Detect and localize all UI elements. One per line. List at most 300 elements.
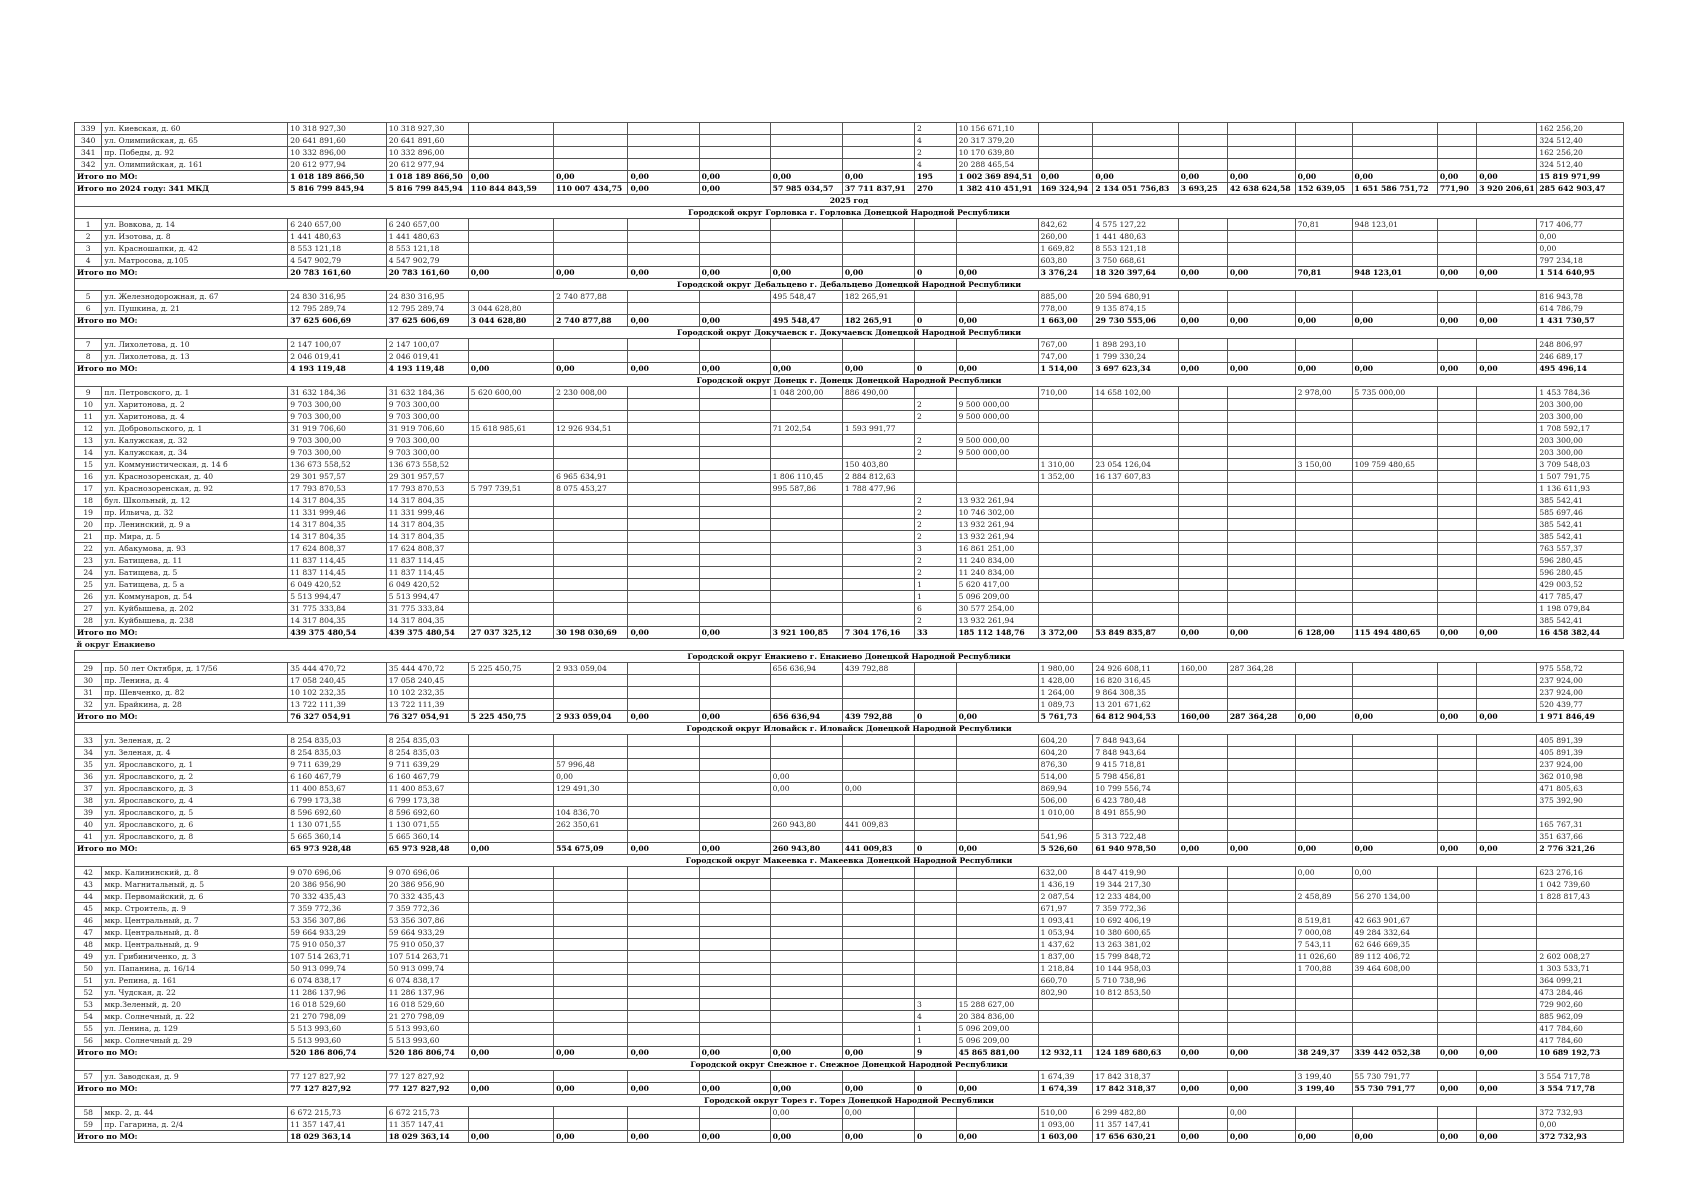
address-cell: ул. Брайкина, д. 28 [102,699,288,711]
value-cell: 1 130 071,55 [386,819,468,831]
value-cell [1227,759,1295,771]
value-cell: 10 318 927,30 [386,123,468,135]
table-row [75,879,1624,891]
value-cell: 842,62 [1038,219,1093,231]
value-cell: 17 624 808,37 [386,543,468,555]
table-row [75,495,1624,507]
address-cell: ул. Коммунистическая, д. 14 б [102,459,288,471]
total-value: 0,00 [1227,363,1295,375]
value-cell [1295,447,1352,459]
value-cell [1227,423,1295,435]
value-cell [842,123,914,135]
value-cell [1295,351,1352,363]
value-cell [554,519,628,531]
value-cell [1537,939,1624,951]
total-value: 3 372,00 [1038,627,1093,639]
value-cell [1178,903,1227,915]
value-cell: 53 356 307,86 [288,915,386,927]
value-cell: 975 558,72 [1537,663,1624,675]
value-cell: 11 357 147,41 [1093,1119,1178,1131]
value-cell [1352,135,1437,147]
value-cell: 6 299 482,80 [1093,1107,1178,1119]
value-cell [770,879,842,891]
section-header-row [75,279,1624,291]
value-cell: 541,96 [1038,831,1093,843]
total-value: 18 320 397,64 [1093,267,1178,279]
value-cell [1178,591,1227,603]
value-cell [1477,519,1537,531]
value-cell [1227,831,1295,843]
address-cell: ул. Киевская, д. 60 [102,123,288,135]
value-cell: 16 861 251,00 [956,543,1038,555]
value-cell [1093,555,1178,567]
value-cell: 56 270 134,00 [1352,891,1437,903]
value-cell: 70 332 435,43 [386,891,468,903]
value-cell [956,807,1038,819]
value-cell [468,963,553,975]
value-cell [1038,1023,1093,1035]
total-value: 12 932,11 [1038,1047,1093,1059]
value-cell [1352,975,1437,987]
total-value: 0,00 [770,1083,842,1095]
value-cell [1477,291,1537,303]
value-cell [628,531,699,543]
value-cell: 603,80 [1038,255,1093,267]
value-cell [1437,411,1476,423]
value-cell [699,663,770,675]
value-cell: 324 512,40 [1537,135,1624,147]
value-cell [1178,567,1227,579]
address-cell: пл. Петровского, д. 1 [102,387,288,399]
value-cell [956,663,1038,675]
value-cell [554,603,628,615]
row-number: 53 [75,999,102,1011]
value-cell [1437,159,1476,171]
value-cell [956,1119,1038,1131]
total-value: 0,00 [1295,711,1352,723]
value-cell [770,255,842,267]
value-cell [1227,1071,1295,1083]
value-cell [1295,687,1352,699]
value-cell [628,387,699,399]
value-cell [842,807,914,819]
total-label: Итого по МО: [75,1131,288,1143]
value-cell [1227,495,1295,507]
row-number: 49 [75,951,102,963]
value-cell [1437,915,1476,927]
value-cell [1093,531,1178,543]
value-cell [468,411,553,423]
address-cell: бул. Школьный, д. 12 [102,495,288,507]
value-cell [770,951,842,963]
value-cell [554,1023,628,1035]
row-number: 25 [75,579,102,591]
value-cell [554,495,628,507]
value-cell: 8 491 855,90 [1093,807,1178,819]
row-number: 341 [75,147,102,159]
value-cell [554,543,628,555]
value-cell [468,675,553,687]
address-cell: ул. Зеленая, д. 4 [102,747,288,759]
row-number: 14 [75,447,102,459]
value-cell [770,615,842,627]
value-cell: 3 [915,543,957,555]
value-cell [1227,867,1295,879]
value-cell: 7 543,11 [1295,939,1352,951]
value-cell [554,1107,628,1119]
value-cell [1178,831,1227,843]
value-cell [1477,231,1537,243]
value-cell [1477,459,1537,471]
value-cell: 439 792,88 [842,663,914,675]
value-cell [699,387,770,399]
value-cell [628,495,699,507]
value-cell: 2 [915,567,957,579]
value-cell [468,759,553,771]
value-cell [1178,579,1227,591]
total-value: 160,00 [1178,711,1227,723]
table-row [75,903,1624,915]
value-cell [1437,699,1476,711]
value-cell [1093,435,1178,447]
value-cell [1437,567,1476,579]
value-cell: 14 317 804,35 [288,615,386,627]
value-cell [1352,243,1437,255]
value-cell: 1 437,62 [1038,939,1093,951]
value-cell: 262 350,61 [554,819,628,831]
value-cell [554,339,628,351]
value-cell: 8 075 453,27 [554,483,628,495]
value-cell [770,531,842,543]
value-cell [1477,471,1537,483]
value-cell [770,795,842,807]
value-cell: 3 [915,999,957,1011]
value-cell [554,567,628,579]
value-cell [628,555,699,567]
total-value: 0,00 [1477,627,1537,639]
value-cell [1178,255,1227,267]
total-value: 0,00 [1477,1131,1537,1143]
value-cell [1352,567,1437,579]
value-cell [1437,747,1476,759]
value-cell [1227,1023,1295,1035]
total-value: 1 514 640,95 [1537,267,1624,279]
value-cell: 5 225 450,75 [468,663,553,675]
value-cell [699,915,770,927]
total-value: 0,00 [1437,1083,1476,1095]
value-cell: 710,00 [1038,387,1093,399]
value-cell [628,795,699,807]
value-cell: 35 444 470,72 [288,663,386,675]
total-row [75,183,1624,195]
value-cell [468,915,553,927]
value-cell: 9 864 308,35 [1093,687,1178,699]
value-cell [468,999,553,1011]
value-cell [1093,1035,1178,1047]
value-cell: 20 612 977,94 [288,159,386,171]
value-cell: 9 703 300,00 [288,399,386,411]
value-cell [842,1023,914,1035]
value-cell [699,699,770,711]
value-cell [468,351,553,363]
value-cell [468,819,553,831]
value-cell: 107 514 263,71 [288,951,386,963]
value-cell [1295,471,1352,483]
table-row [75,591,1624,603]
value-cell: 7 359 772,36 [386,903,468,915]
value-cell [1093,399,1178,411]
table-row [75,999,1624,1011]
value-cell [1295,783,1352,795]
value-cell [554,351,628,363]
total-value: 270 [915,183,957,195]
value-cell: 182 265,91 [842,291,914,303]
row-number: 24 [75,567,102,579]
value-cell: 14 317 804,35 [386,531,468,543]
value-cell [770,219,842,231]
value-cell [842,303,914,315]
value-cell: 2 740 877,88 [554,291,628,303]
value-cell [1093,999,1178,1011]
value-cell: 39 464 608,00 [1352,963,1437,975]
value-cell [1227,447,1295,459]
value-cell: 8 254 835,03 [288,747,386,759]
value-cell: 15 618 985,61 [468,423,553,435]
value-cell [915,735,957,747]
value-cell: 747,00 [1038,351,1093,363]
value-cell [956,771,1038,783]
value-cell [1352,255,1437,267]
total-value: 0,00 [1227,267,1295,279]
value-cell: 8 519,81 [1295,915,1352,927]
value-cell: 5 620 600,00 [468,387,553,399]
value-cell [699,435,770,447]
value-cell [699,1023,770,1035]
value-cell: 24 830 316,95 [386,291,468,303]
total-value: 0,00 [1352,711,1437,723]
value-cell [1178,699,1227,711]
table-row [75,219,1624,231]
total-value: 948 123,01 [1352,267,1437,279]
value-cell: 1 898 293,10 [1093,339,1178,351]
value-cell: 8 553 121,18 [288,243,386,255]
total-value: 0,00 [1227,1047,1295,1059]
value-cell [1227,699,1295,711]
value-cell [1093,567,1178,579]
value-cell [699,831,770,843]
value-cell: 5 513 994,47 [288,591,386,603]
table-row [75,471,1624,483]
value-cell [915,987,957,999]
value-cell [1178,759,1227,771]
total-value: 1 603,00 [1038,1131,1093,1143]
value-cell: 364 099,21 [1537,975,1624,987]
value-cell [628,831,699,843]
total-value: 10 689 192,73 [1537,1047,1624,1059]
value-cell [770,567,842,579]
value-cell: 12 795 289,74 [386,303,468,315]
value-cell: 623 276,16 [1537,867,1624,879]
value-cell: 14 317 804,35 [386,495,468,507]
value-cell [915,927,957,939]
value-cell [1437,891,1476,903]
value-cell [1227,951,1295,963]
total-value: 1 018 189 866,50 [386,171,468,183]
value-cell: 150 403,80 [842,459,914,471]
value-cell [554,675,628,687]
value-cell [956,675,1038,687]
value-cell [1477,411,1537,423]
total-value: 0,00 [1477,1083,1537,1095]
total-value: 0,00 [628,843,699,855]
value-cell: 9 703 300,00 [288,447,386,459]
value-cell: 5 313 722,48 [1093,831,1178,843]
value-cell [915,951,957,963]
value-cell [1093,483,1178,495]
value-cell [1352,423,1437,435]
value-cell [1227,939,1295,951]
row-number: 19 [75,507,102,519]
value-cell [1038,579,1093,591]
value-cell [554,447,628,459]
value-cell [956,987,1038,999]
total-value: 0,00 [699,843,770,855]
value-cell [699,747,770,759]
total-value: 0,00 [554,363,628,375]
total-value: 0,00 [1227,1131,1295,1143]
value-cell [1178,411,1227,423]
table-row [75,1119,1624,1131]
value-cell [915,807,957,819]
total-value: 0,00 [1295,843,1352,855]
value-cell: 9 703 300,00 [288,435,386,447]
value-cell [628,879,699,891]
section-header-row [75,327,1624,339]
value-cell: 1 352,00 [1038,471,1093,483]
value-cell [1352,447,1437,459]
value-cell [554,435,628,447]
value-cell [915,471,957,483]
value-cell [1537,915,1624,927]
value-cell [1093,1023,1178,1035]
total-value: 0,00 [842,1083,914,1095]
value-cell: 6 799 173,38 [288,795,386,807]
value-cell [1295,903,1352,915]
total-value: 3 920 206,61 [1477,183,1537,195]
value-cell [468,747,553,759]
value-cell [1477,591,1537,603]
value-cell [1295,975,1352,987]
value-cell: 385 542,41 [1537,519,1624,531]
value-cell [1477,783,1537,795]
value-cell [468,231,553,243]
value-cell: 12 795 289,74 [288,303,386,315]
value-cell [915,975,957,987]
total-value: 0,00 [1477,315,1537,327]
value-cell: 49 284 332,64 [1352,927,1437,939]
total-value: 0,00 [770,363,842,375]
value-cell [1352,759,1437,771]
value-cell: 1 700,88 [1295,963,1352,975]
value-cell: 885 962,09 [1537,1011,1624,1023]
value-cell [699,399,770,411]
value-cell [1477,1107,1537,1119]
value-cell: 14 317 804,35 [386,519,468,531]
value-cell [842,447,914,459]
value-cell [1038,447,1093,459]
value-cell: 717 406,77 [1537,219,1624,231]
value-cell [554,135,628,147]
value-cell [915,771,957,783]
value-cell [468,975,553,987]
value-cell [1437,255,1476,267]
value-cell [1178,615,1227,627]
value-cell [1227,963,1295,975]
value-cell [1295,543,1352,555]
value-cell [1352,231,1437,243]
row-number: 22 [75,543,102,555]
value-cell [1437,1071,1476,1083]
row-number: 342 [75,159,102,171]
row-number: 16 [75,471,102,483]
value-cell [628,507,699,519]
value-cell [956,867,1038,879]
value-cell [699,879,770,891]
value-cell [1477,1035,1537,1047]
value-cell: 763 557,37 [1537,543,1624,555]
address-cell: ул. Калужская, д. 32 [102,435,288,447]
total-value: 124 189 680,63 [1093,1047,1178,1059]
value-cell: 248 806,97 [1537,339,1624,351]
table-row [75,891,1624,903]
total-value: 0,00 [842,1047,914,1059]
value-cell [770,555,842,567]
value-cell [554,159,628,171]
total-value: 16 458 382,44 [1537,627,1624,639]
total-value: 0,00 [628,711,699,723]
value-cell: 797 234,18 [1537,255,1624,267]
value-cell: 1 048 200,00 [770,387,842,399]
value-cell [915,831,957,843]
value-cell: 14 317 804,35 [288,495,386,507]
total-value: 0 [915,363,957,375]
value-cell: 17 058 240,45 [288,675,386,687]
value-cell [915,483,957,495]
value-cell [1038,819,1093,831]
total-value: 0,00 [842,171,914,183]
address-cell: мкр. Строитель, д. 9 [102,903,288,915]
value-cell: 7 000,08 [1295,927,1352,939]
value-cell [628,663,699,675]
value-cell: 11 026,60 [1295,951,1352,963]
value-cell: 506,00 [1038,795,1093,807]
value-cell [1352,783,1437,795]
value-cell [1352,579,1437,591]
table-row [75,291,1624,303]
value-cell: 13 201 671,62 [1093,699,1178,711]
value-cell [1352,999,1437,1011]
total-value: 0,00 [1295,171,1352,183]
value-cell [699,291,770,303]
total-value: 0,00 [468,1131,553,1143]
total-value: 0,00 [1477,267,1537,279]
total-value: 285 642 903,47 [1537,183,1624,195]
address-cell: мкр. Центральный, д. 8 [102,927,288,939]
address-cell: ул. Изотова, д. 8 [102,231,288,243]
value-cell: 385 542,41 [1537,615,1624,627]
value-cell [1437,879,1476,891]
value-cell: 1 130 071,55 [288,819,386,831]
